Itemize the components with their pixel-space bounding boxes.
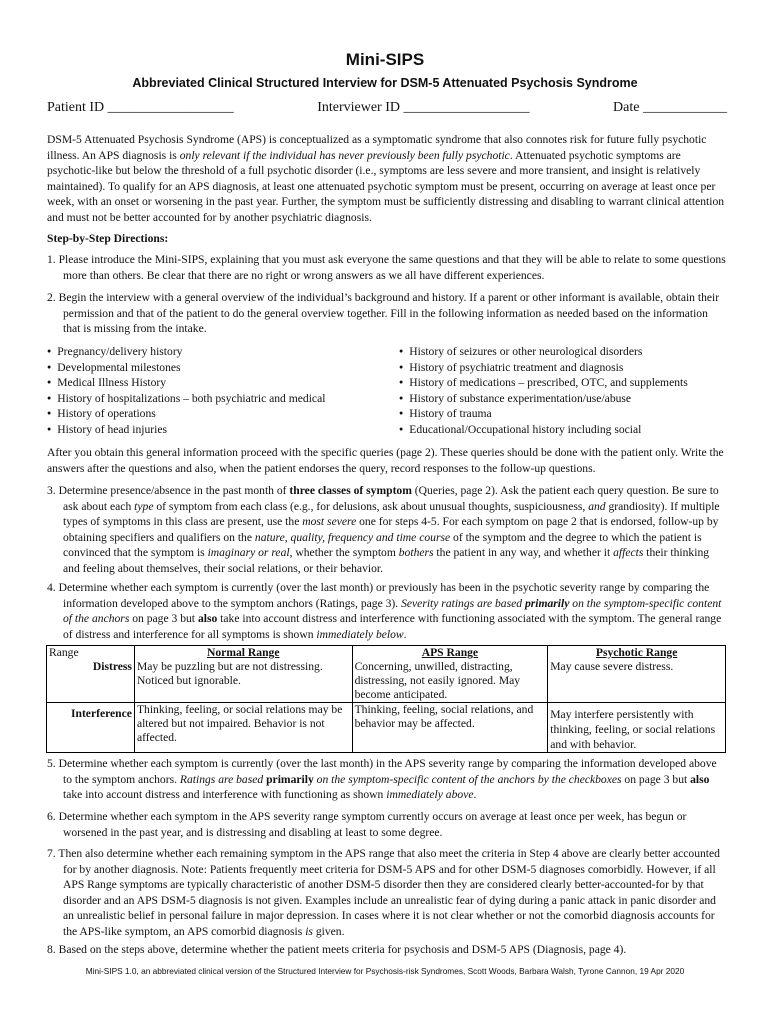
step-2: 2. Begin the interview with a general overview of the individual’s background and history. If a parent or other informant is available, obtain their permission and that of the patient to do the general overview together. Fill in the following information as needed based on the information that is missing from the intake. [47, 291, 720, 336]
id-fields-row [47, 100, 727, 116]
step-1: 1. Please introduce the Mini-SIPS, explaining that you must ask everyone the same questions and that they will be able to relate to some questions more than others. Be clear that there are no right or wrong answers as we all have different experiences. [47, 253, 726, 282]
distress-label: Distress [47, 660, 135, 703]
interference-normal-cell: Thinking, feeling, or social relations may be altered but not impaired. Behavior is not affected. [134, 703, 352, 753]
distress-psychotic-cell: May cause severe distress. [548, 660, 726, 703]
distress-aps-cell: Concerning, unwilled, distracting, distressing, not easily ignored. May become anticipated. [352, 660, 548, 703]
list-item: ● History of hospitalizations – both psychiatric and medical [47, 391, 387, 407]
interference-label: Interference [47, 703, 135, 753]
history-list-right [399, 344, 729, 437]
aps-range-header: APS Range [352, 646, 548, 661]
distress-normal-cell: May be puzzling but are not distressing. Noticed but ignorable. [134, 660, 352, 703]
directions-heading: Step-by-Step Directions: [47, 232, 169, 245]
after-overview-paragraph: After you obtain this general information proceed with the specific queries (page 2). These queries should be done with the patient only. Write the answers after the questions and also, when the patient endorses the query, record responses to the follow-up questions. [47, 446, 724, 475]
normal-range-header: Normal Range [134, 646, 352, 661]
list-item: ● History of psychiatric treatment and diagnosis [399, 360, 729, 376]
page-title: Mini-SIPS [345, 50, 425, 69]
step-4: 4. Determine whether each symptom is currently (over the last month) or previously has been in the psychotic severity range by comparing the information developed above to the symptom anchors (Ratings, page 3). Severity ratings are based primarily on the symptom-specific content of the anchors on page 3 but also take into account distress and interference with functioning associated with the symptom. The general range of distress and interference for all symptoms is shown immediately below. [47, 581, 722, 641]
range-label: Range [47, 646, 135, 661]
intro-paragraph: DSM-5 Attenuated Psychosis Syndrome (APS) is conceptualized as a symptomatic syndrome that also connotes risk for future fully psychotic illness. An APS diagnosis is only relevant if the individual has never previously been fully psychotic. Attenuated psychotic symptoms are psychotic-like but below the threshold of a full psychotic disorder (i.e., symptoms are less severe and more transient, and insight is relatively maintained). To qualify for an APS diagnosis, at least one attenuated psychotic symptom must be present, occurring on average at least once per week, with an onset or worsening in the past year. Further, the symptom must be sufficiently distressing and disabling to warrant clinical attention and must not be better accounted for by another psychiatric diagnosis. [47, 133, 725, 224]
range-table [46, 645, 726, 753]
list-item: ● History of head injuries [47, 422, 387, 438]
history-list-left [47, 344, 387, 437]
list-item: ● History of operations [47, 406, 387, 422]
psychotic-range-header: Psychotic Range [548, 646, 726, 661]
step-3: 3. Determine presence/absence in the past month of three classes of symptom (Queries, page 2). Ask the patient each query question. Be sure to ask about each type of symptom from each class (e.g., for delusions, ask about unusual thoughts, suspiciousness, and grandiosity). If multiple types of symptoms in this class are present, use the most severe one for steps 4-5. For each symptom on page 2 that is endorsed, follow-up by obtaining specifiers and qualifiers on the nature, quality, frequency and time course of the symptom and the degree to which the patient is convinced that the symptom is imaginary or real, whether the symptom bothers the patient in any way, and whether it affects their thinking and feeling about themselves, their social relations, or their behavior. [47, 484, 720, 575]
step-5: 5. Determine whether each symptom is currently (over the last month) in the APS severity range by comparing the information developed above to the symptom anchors. Ratings are based primarily on the symptom-specific content of the anchors by the checkboxes on page 3 but also take into account distress and interference with functioning as shown immediately above. [47, 757, 717, 802]
list-item: ● History of substance experimentation/use/abuse [399, 391, 729, 407]
interference-psychotic-cell: May interfere persistently with thinking, feeling, or social relations and with behavior. [548, 703, 726, 753]
step-6: 6. Determine whether each symptom in the APS severity range symptom currently occurs on average at least once per week, has begun or worsened in the past year, and is distressing and disabling at least to some degree. [47, 810, 687, 839]
date-field[interactable]: Date ____________ [613, 100, 727, 115]
step-8: 8. Based on the steps above, determine whether the patient meets criteria for psychosis and DSM-5 APS (Diagnosis, page 4). [47, 943, 627, 956]
patient-id-field[interactable]: Patient ID __________________ [47, 100, 234, 115]
list-item: ● History of seizures or other neurological disorders [399, 344, 729, 360]
list-item: ● Developmental milestones [47, 360, 387, 376]
interference-aps-cell: Thinking, feeling, social relations, and behavior may be affected. [352, 703, 548, 753]
page-subtitle: Abbreviated Clinical Structured Interview for DSM-5 Attenuated Psychosis Syndrome [132, 76, 638, 90]
list-item: ● Pregnancy/delivery history [47, 344, 387, 360]
list-item: ● Medical Illness History [47, 375, 387, 391]
step-7: 7. Then also determine whether each remaining symptom in the APS range that also meet the criteria in Step 4 above are clearly better accounted for by another diagnosis. Note: Patients frequently meet criteria for DSM-5 APS and for other DSM-5 diagnoses comorbidly. However, if all APS Range symptoms are typically characteristic of another DSM-5 disorder then they are considered clearly better-accounted-for by that disorder and an APS DSM-5 diagnosis is not given. Examples include an unrealistic fear of dying during a panic attack in panic disorder and an unrealistic belief in personal failure in major depression. In cases where it is not clear whether or not the comorbid diagnosis accounts for the APS-like symptom, an APS comorbid diagnosis is given. [47, 847, 720, 938]
list-item: ● Educational/Occupational history including social [399, 422, 729, 438]
list-item: ● History of medications – prescribed, OTC, and supplements [399, 375, 729, 391]
page-footer: Mini-SIPS 1.0, an abbreviated clinical version of the Structured Interview for Psychosis-risk Syndromes, Scott Woods, Barbara Walsh, Tyrone Cannon, 19 Apr 2020 [85, 966, 685, 976]
interviewer-id-field[interactable]: Interviewer ID __________________ [317, 100, 530, 115]
list-item: ● History of trauma [399, 406, 729, 422]
